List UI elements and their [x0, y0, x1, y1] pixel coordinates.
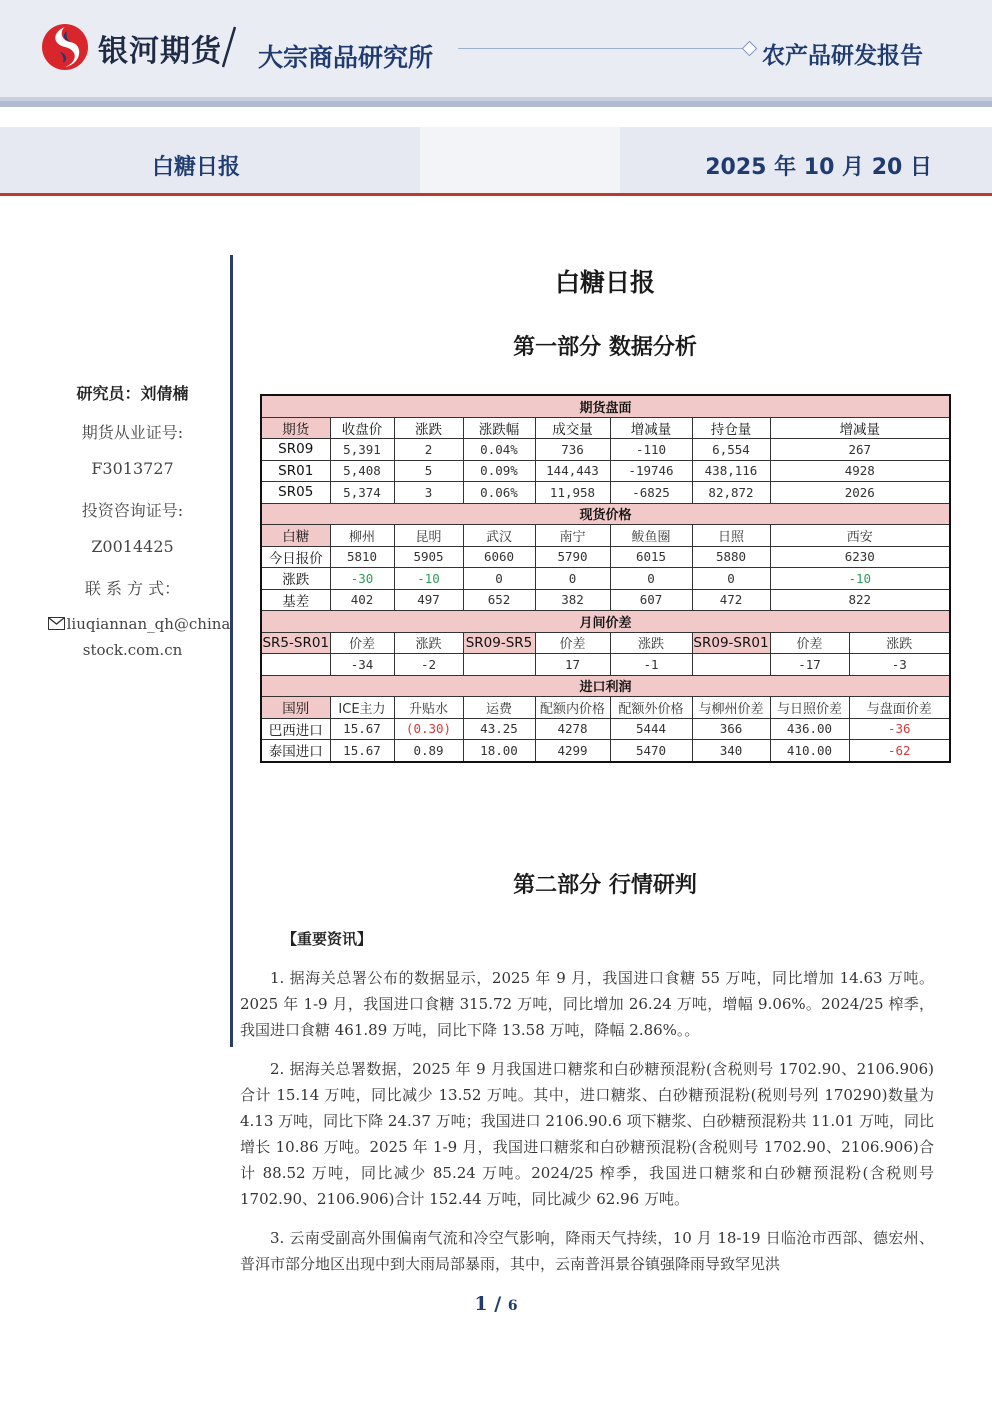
table-cell: 5790: [535, 546, 610, 568]
table-cell: 巴西进口: [261, 718, 330, 740]
table-cell: 4299: [535, 740, 610, 762]
table-cell: 与柳州价差: [692, 697, 770, 719]
header-row: [261, 632, 950, 654]
table-cell: 652: [463, 589, 535, 611]
table-cell: 现货价格: [261, 503, 950, 525]
table-cell: 11,958: [535, 482, 610, 504]
table-cell: 18.00: [463, 740, 535, 762]
table-cell: 402: [330, 589, 394, 611]
table-cell: (0.30): [394, 718, 463, 740]
section-row: [261, 611, 950, 633]
table-cell: 5,374: [330, 482, 394, 504]
table-cell: 进口利润: [261, 675, 950, 697]
table-row: [261, 439, 950, 461]
table-cell: 472: [692, 589, 770, 611]
table-cell: 4278: [535, 718, 610, 740]
table-cell: 柳州: [330, 525, 394, 547]
email-text-1[interactable]: liuqiannan_qh@china: [66, 615, 231, 633]
table-cell: 涨跌: [849, 632, 950, 654]
table-cell: 5810: [330, 546, 394, 568]
table-cell: [463, 654, 535, 676]
table-cell: -1: [610, 654, 692, 676]
table-cell: 340: [692, 740, 770, 762]
table-cell: -36: [849, 718, 950, 740]
section-row: [261, 395, 950, 417]
table-cell: 822: [770, 589, 950, 611]
table-cell: SR09-SR5: [463, 632, 535, 654]
table-cell: 增减量: [610, 417, 692, 439]
table-cell: 国别: [261, 697, 330, 719]
table-cell: [692, 654, 770, 676]
part-two-heading: 第二部分 行情研判: [513, 873, 697, 898]
header-row: [261, 525, 950, 547]
table-cell: 南宁: [535, 525, 610, 547]
page-number: [0, 1293, 992, 1315]
table-row: [261, 460, 950, 482]
table-cell: 3: [394, 482, 463, 504]
main-title: 白糖日报: [554, 268, 655, 297]
table-cell: 15.67: [330, 740, 394, 762]
table-cell: -17: [770, 654, 849, 676]
table-cell: 6,554: [692, 439, 770, 461]
table-cell: -34: [330, 654, 394, 676]
header-divider-dark: [0, 101, 992, 107]
news-heading: 【重要资讯】: [282, 930, 373, 948]
table-cell: 436.00: [770, 718, 849, 740]
table-cell: 736: [535, 439, 610, 461]
table-cell: ICE主力: [330, 697, 394, 719]
table-cell: 成交量: [535, 417, 610, 439]
table-cell: -30: [330, 568, 394, 590]
table-cell: 382: [535, 589, 610, 611]
table-row: [261, 718, 950, 740]
table-cell: 升贴水: [394, 697, 463, 719]
table-cell: 5880: [692, 546, 770, 568]
table-cell: -110: [610, 439, 692, 461]
email-line-2[interactable]: stock.com.cn: [82, 641, 183, 659]
researcher-name: 研究员：刘倩楠: [76, 384, 189, 403]
table-row: [261, 482, 950, 504]
report-type: 农产品研发报告: [762, 43, 923, 69]
brand-name: 银河期货: [98, 34, 222, 69]
section-row: [261, 503, 950, 525]
table-cell: 运费: [463, 697, 535, 719]
title-bar-underline: [0, 193, 992, 196]
table-cell: 昆明: [394, 525, 463, 547]
contact-label: 联 系 方 式：: [84, 579, 181, 598]
table-cell: 2: [394, 439, 463, 461]
envelope-icon: [48, 617, 65, 630]
table-cell: 价差: [330, 632, 394, 654]
table-cell: 0.89: [394, 740, 463, 762]
table-cell: -3: [849, 654, 950, 676]
table-cell: 5,391: [330, 439, 394, 461]
table-cell: 0: [692, 568, 770, 590]
table-cell: SR01: [261, 460, 330, 482]
data-table: [260, 394, 951, 763]
table-cell: SR5-SR01: [261, 632, 330, 654]
table-cell: 6230: [770, 546, 950, 568]
table-cell: 4928: [770, 460, 950, 482]
license-number: F3013727: [91, 459, 174, 478]
table-row: [261, 740, 950, 762]
table-cell: 366: [692, 718, 770, 740]
table-cell: 日照: [692, 525, 770, 547]
table-cell: -2: [394, 654, 463, 676]
table-cell: -19746: [610, 460, 692, 482]
table-cell: -6825: [610, 482, 692, 504]
table-cell: 持仓量: [692, 417, 770, 439]
table-cell: -10: [394, 568, 463, 590]
table-cell: 5,408: [330, 460, 394, 482]
table-cell: 0.09%: [463, 460, 535, 482]
part-one-heading: 第一部分 数据分析: [513, 335, 697, 360]
license-label: 期货从业证号:: [81, 423, 184, 442]
table-row: [261, 654, 950, 676]
table-cell: SR09-SR01: [692, 632, 770, 654]
table-row: [261, 568, 950, 590]
table-cell: 增减量: [770, 417, 950, 439]
table-cell: 涨跌: [394, 417, 463, 439]
table-cell: 0.04%: [463, 439, 535, 461]
table-cell: 6015: [610, 546, 692, 568]
table-cell: 泰国进口: [261, 740, 330, 762]
report-name: 白糖日报: [152, 155, 241, 180]
page-total: 6: [507, 1298, 518, 1314]
section-row: [261, 675, 950, 697]
table-cell: 期货盘面: [261, 395, 950, 417]
table-cell: 期货: [261, 417, 330, 439]
table-cell: 0.06%: [463, 482, 535, 504]
table-cell: 配额外价格: [610, 697, 692, 719]
table-cell: 15.67: [330, 718, 394, 740]
table-cell: 438,116: [692, 460, 770, 482]
table-cell: -10: [770, 568, 950, 590]
header-row: [261, 697, 950, 719]
news-paragraph-1: 1. 据海关总署公布的数据显示，2025 年 9 月，我国进口食糖 55 万吨，同比增加 14.63 万吨。2025 年 1-9 月，我国进口食糖 315.72 万吨，同比增加 26.24 万吨，增幅 9.06%。2024/25 榨季，我国进口食糖 461.89 万吨，同比下降 13.58 万吨，降幅 2.86%。。: [240, 969, 934, 1039]
table-cell: 497: [394, 589, 463, 611]
table-cell: 今日报价: [261, 546, 330, 568]
news-paragraph-3: 3. 云南受副高外围偏南气流和冷空气影响，降雨天气持续，10 月 18-19 日临沧市西部、德宏州、普洱市部分地区出现中到大雨局部暴雨，其中，云南普洱景谷镇强降雨导致罕见洪: [240, 1229, 934, 1273]
table-cell: 0: [610, 568, 692, 590]
table-row: [261, 546, 950, 568]
table-cell: 5444: [610, 718, 692, 740]
table-cell: 607: [610, 589, 692, 611]
table-cell: 43.25: [463, 718, 535, 740]
page-separator: /: [487, 1293, 508, 1315]
table-cell: 与日照价差: [770, 697, 849, 719]
sidebar-divider: [230, 255, 233, 1047]
news-paragraph-2: 2. 据海关总署数据，2025 年 9 月我国进口糖浆和白砂糖预混粉(含税则号 1702.90、2106.906)合计 15.14 万吨，同比减少 13.52 万吨。其中，进口糖浆、白砂糖预混粉(税则号列 170290)数量为 4.13 万吨，同比下降 24.37 万吨；我国进口 2106.90.6 项下糖浆、白砂糖预混粉共 11.01 万吨，同比增长 10.86 万吨。2025 年 1-9 月，我国进口糖浆和白砂糖预混粉(含税则号 1702.90、2106.906)合计 88.52 万吨，同比减少 85.24 万吨。2024/25 榨季，我国进口糖浆和白砂糖预混粉(含税则号 1702.90、2106.906)合计 152.44 万吨，同比减少 62.96 万吨。: [240, 1060, 935, 1208]
table-cell: 144,443: [535, 460, 610, 482]
header-slash: [222, 26, 236, 68]
page-current: 1: [474, 1293, 488, 1315]
table-cell: 配额内价格: [535, 697, 610, 719]
email-line-1[interactable]: [44, 615, 234, 633]
table-cell: SR09: [261, 439, 330, 461]
table-cell: [261, 654, 330, 676]
table-cell: 涨跌: [610, 632, 692, 654]
table-cell: 5905: [394, 546, 463, 568]
table-cell: 价差: [535, 632, 610, 654]
header-rule: [458, 48, 744, 49]
advisory-label: 投资咨询证号:: [81, 501, 184, 520]
table-row: [261, 589, 950, 611]
table-cell: 收盘价: [330, 417, 394, 439]
table-cell: 与盘面价差: [849, 697, 950, 719]
table-cell: 2026: [770, 482, 950, 504]
table-cell: 82,872: [692, 482, 770, 504]
table-cell: 267: [770, 439, 950, 461]
table-cell: 白糖: [261, 525, 330, 547]
advisory-number: Z0014425: [91, 537, 174, 556]
table-cell: 17: [535, 654, 610, 676]
table-cell: 5470: [610, 740, 692, 762]
table-cell: 0: [463, 568, 535, 590]
table-cell: 涨跌: [261, 568, 330, 590]
table-cell: SR05: [261, 482, 330, 504]
table-cell: -62: [849, 740, 950, 762]
table-cell: 6060: [463, 546, 535, 568]
table-cell: 价差: [770, 632, 849, 654]
table-cell: 武汉: [463, 525, 535, 547]
galaxy-logo-icon: [40, 22, 90, 72]
table-cell: 5: [394, 460, 463, 482]
header-row: [261, 417, 950, 439]
institute-name: 大宗商品研究所: [258, 43, 434, 72]
table-cell: 月间价差: [261, 611, 950, 633]
table-cell: 涨跌: [394, 632, 463, 654]
report-date: 2025 年 10 月 20 日: [705, 155, 932, 180]
table-cell: 鲅鱼圈: [610, 525, 692, 547]
table-cell: 0: [535, 568, 610, 590]
table-cell: 西安: [770, 525, 950, 547]
table-cell: 基差: [261, 589, 330, 611]
table-cell: 410.00: [770, 740, 849, 762]
table-cell: 涨跌幅: [463, 417, 535, 439]
